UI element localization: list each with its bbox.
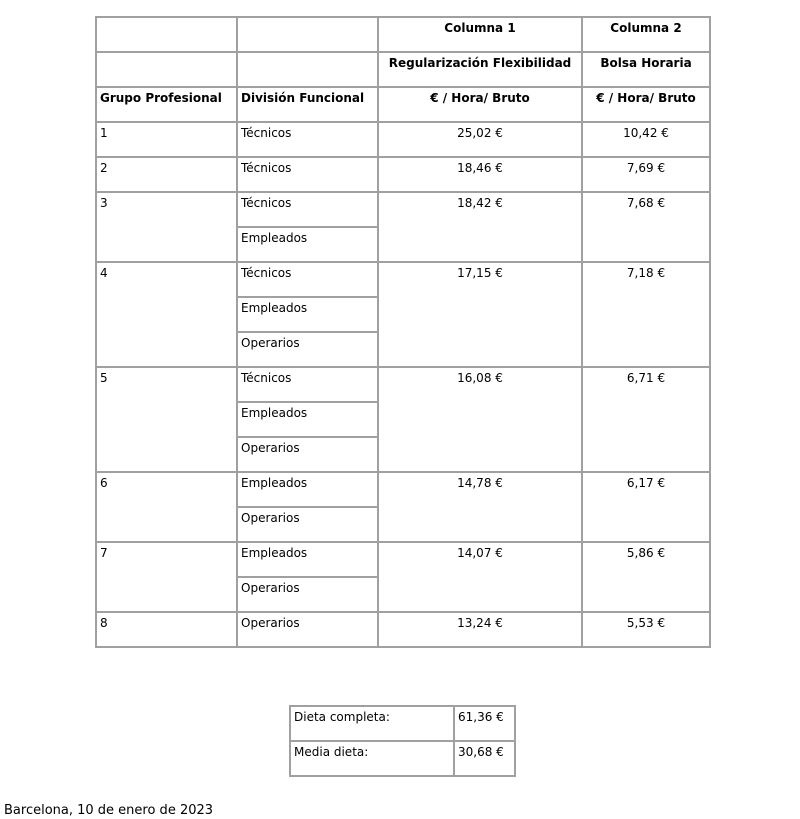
col2-unit: € / Hora/ Bruto [582,87,710,122]
footer-place-date: Barcelona, 10 de enero de 2023 [4,803,214,818]
empty-cell [237,52,378,87]
division-cell: Empleados [237,542,378,577]
grupo-cell: 8 [96,612,237,647]
table-row [96,192,710,227]
division-cell: Empleados [237,227,378,262]
grupo-cell: 7 [96,542,237,612]
grupo-cell: 6 [96,472,237,542]
table-row [96,472,710,507]
division-cell: Operarios [237,612,378,647]
grupo-header: Grupo Profesional [96,87,237,122]
col2-value: 6,17 € [582,472,710,542]
division-cell: Técnicos [237,122,378,157]
table-row [96,542,710,577]
empty-cell [237,17,378,52]
col1-value: 14,07 € [378,542,582,612]
dieta-row [290,706,515,741]
dieta-value: 61,36 € [454,706,515,741]
col1-value: 13,24 € [378,612,582,647]
table-row [96,612,710,647]
col1-subtitle: Regularización Flexibilidad [378,52,582,87]
col1-value: 17,15 € [378,262,582,367]
col1-value: 16,08 € [378,367,582,472]
col2-value: 10,42 € [582,122,710,157]
division-header: División Funcional [237,87,378,122]
empty-cell [96,17,237,52]
col1-unit: € / Hora/ Bruto [378,87,582,122]
col2-value: 5,53 € [582,612,710,647]
header-row-1 [96,17,710,52]
dieta-label: Dieta completa: [290,706,454,741]
division-cell: Operarios [237,577,378,612]
col2-title: Columna 2 [582,17,710,52]
dietas-table [289,705,516,777]
col2-value: 7,68 € [582,192,710,262]
grupo-cell: 5 [96,367,237,472]
division-cell: Empleados [237,472,378,507]
dieta-row [290,741,515,776]
header-row-3 [96,87,710,122]
division-cell: Técnicos [237,192,378,227]
division-cell: Empleados [237,402,378,437]
col2-subtitle: Bolsa Horaria [582,52,710,87]
grupo-cell: 1 [96,122,237,157]
col2-value: 7,69 € [582,157,710,192]
division-cell: Operarios [237,507,378,542]
col1-value: 14,78 € [378,472,582,542]
table-row [96,122,710,157]
grupo-cell: 2 [96,157,237,192]
header-row-2 [96,52,710,87]
col2-value: 7,18 € [582,262,710,367]
tarifas-table [95,16,711,648]
col2-value: 5,86 € [582,542,710,612]
dieta-value: 30,68 € [454,741,515,776]
division-cell: Operarios [237,332,378,367]
division-cell: Empleados [237,297,378,332]
table-row [96,262,710,297]
col2-value: 6,71 € [582,367,710,472]
col1-value: 18,42 € [378,192,582,262]
col1-value: 18,46 € [378,157,582,192]
empty-cell [96,52,237,87]
grupo-cell: 4 [96,262,237,367]
col1-title: Columna 1 [378,17,582,52]
table-row [96,367,710,402]
division-cell: Técnicos [237,157,378,192]
grupo-cell: 3 [96,192,237,262]
col1-value: 25,02 € [378,122,582,157]
table-row [96,157,710,192]
dieta-label: Media dieta: [290,741,454,776]
division-cell: Operarios [237,437,378,472]
division-cell: Técnicos [237,262,378,297]
division-cell: Técnicos [237,367,378,402]
